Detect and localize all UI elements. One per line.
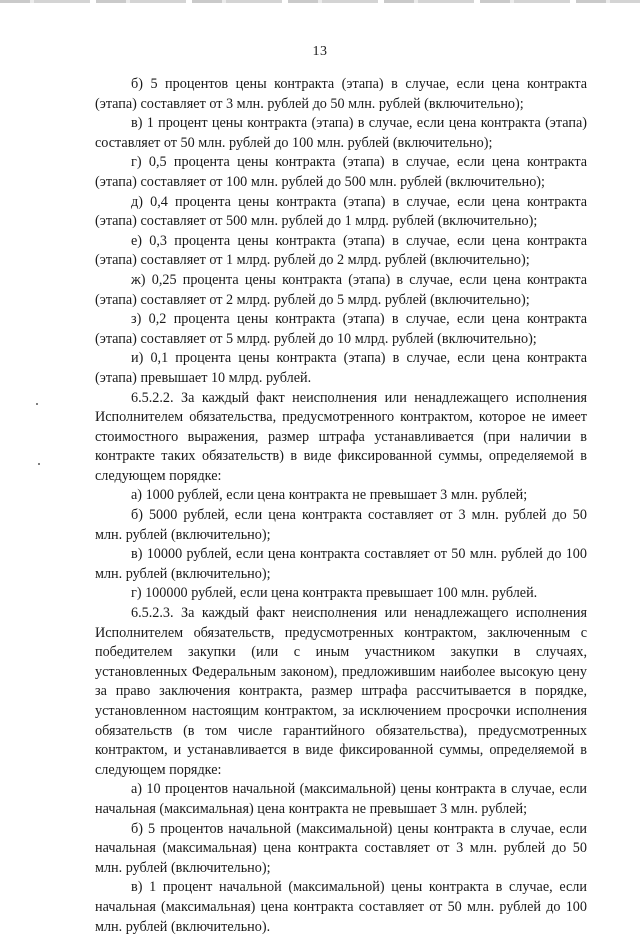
scan-speck <box>38 463 40 465</box>
section-6-5-2-3: 6.5.2.3. За каждый факт неисполнения или ненадлежащего исполнения Исполнителем обязательств, предусмотренных контрактом, заключенным с победителем закупки (или с иным участником закупки в случаях, установленных Федеральным законом), предложившим наиболее высокую цену за право заключения контракта, размер штрафа рассчитывается в порядке, установленном настоящим контрактом, за исключением просрочки исполнения обязательств (в том числе гарантийного обязательства), предусмотренных контрактом, и устанавливается в виде фиксированной суммы, определяемой в следующем порядке: <box>95 605 587 778</box>
section-6-5-2-2: 6.5.2.2. За каждый факт неисполнения или ненадлежащего исполнения Исполнителем обязательства, предусмотренного контрактом, которое не имеет стоимостного выражения, размер штрафа устанавливается (при наличии в контракте таких обязательств) в виде фиксированной суммы, определяемой в следующем порядке: <box>95 389 587 484</box>
scan-speck <box>36 403 38 405</box>
page-number: 13 <box>312 44 328 59</box>
fine-b-5000: б) 5000 рублей, если цена контракта составляет от 3 млн. рублей до 50 млн. рублей (включительно); <box>95 507 587 543</box>
clause-e-0-3-percent: е) 0,3 процента цены контракта (этапа) в случае, если цена контракта (этапа) составляет от 1 млрд. рублей до 2 млрд. рублей (включительно); <box>95 232 587 269</box>
nmck-v-1-percent: в) 1 процент начальной (максимальной) цены контракта в случае, если начальная (максимальная) цена контракта составляет от 50 млн. рублей до 100 млн. рублей (включительно). <box>95 879 587 935</box>
fine-v-10000: в) 10000 рублей, если цена контракта составляет от 50 млн. рублей до 100 млн. рублей (включительно); <box>95 546 587 582</box>
clause-i-0-1-percent: и) 0,1 процента цены контракта (этапа) в случае, если цена контракта (этапа) превышает 10 млрд. рублей. <box>95 350 587 386</box>
nmck-a-10-percent: а) 10 процентов начальной (максимальной) цены контракта в случае, если начальная (максимальная) цена контракта не превышает 3 млн. рублей; <box>95 781 587 817</box>
clause-v-1-percent: в) 1 процент цены контракта (этапа) в случае, если цена контракта (этапа) составляет от 50 млн. рублей до 100 млн. рублей (включительно); <box>95 115 587 151</box>
nmck-b-5-percent: б) 5 процентов начальной (максимальной) цены контракта в случае, если начальная (максимальная) цена контракта составляет от 3 млн. рублей до 50 млн. рублей (включительно); <box>95 820 587 876</box>
document-body <box>95 75 587 937</box>
clause-zh-0-25-percent: ж) 0,25 процента цены контракта (этапа) в случае, если цена контракта (этапа) составляет от 2 млрд. рублей до 5 млрд. рублей (включительно); <box>95 271 587 308</box>
scan-top-edge <box>0 0 640 3</box>
clause-g-0-5-percent: г) 0,5 процента цены контракта (этапа) в случае, если цена контракта (этапа) составляет от 100 млн. рублей до 500 млн. рублей (включительно); <box>95 154 587 190</box>
clause-z-0-2-percent: з) 0,2 процента цены контракта (этапа) в случае, если цена контракта (этапа) составляет от 5 млрд. рублей до 10 млрд. рублей (включительно); <box>95 311 587 347</box>
fine-g-100000: г) 100000 рублей, если цена контракта превышает 100 млн. рублей. <box>131 585 538 602</box>
clause-b-5-percent: б) 5 процентов цены контракта (этапа) в случае, если цена контракта (этапа) составляет от 3 млн. рублей до 50 млн. рублей (включительно); <box>95 76 587 112</box>
clause-d-0-4-percent: д) 0,4 процента цены контракта (этапа) в случае, если цена контракта (этапа) составляет от 500 млн. рублей до 1 млрд. рублей (включительно); <box>95 193 587 230</box>
fine-a-1000: а) 1000 рублей, если цена контракта не превышает 3 млн. рублей; <box>131 487 528 504</box>
